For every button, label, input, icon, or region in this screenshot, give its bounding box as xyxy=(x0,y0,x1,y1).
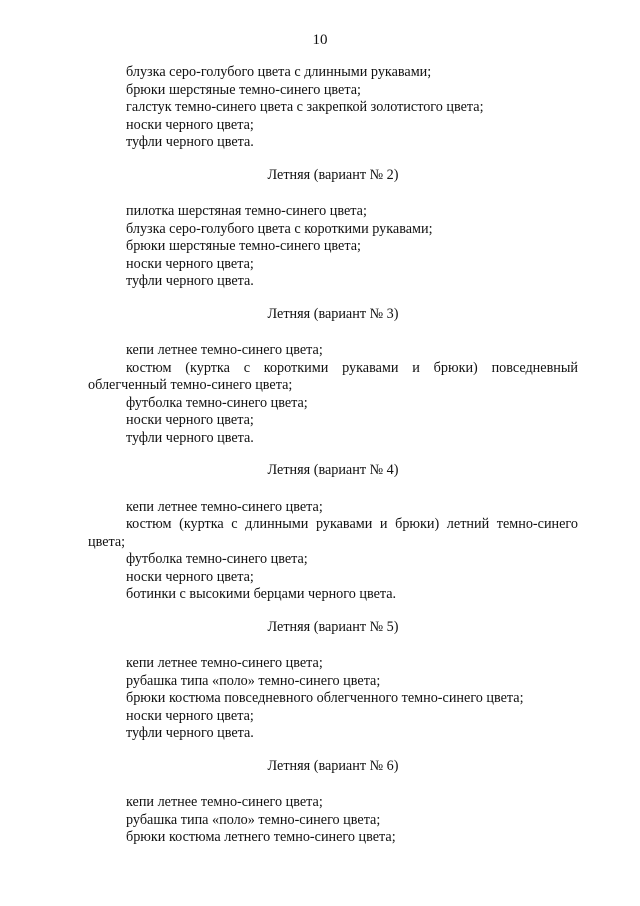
list-item: блузка серо-голубого цвета с длинными рукавами; xyxy=(126,64,432,80)
list-item: носки черного цвета; xyxy=(126,116,254,133)
item-list xyxy=(88,499,578,604)
list-item: кепи летнее темно-синего цвета; xyxy=(126,655,323,671)
list-item: ботинки с высокими берцами черного цвета. xyxy=(126,586,397,602)
list-item: кепи летнее темно-синего цвета; xyxy=(126,498,323,515)
item-list xyxy=(88,794,578,847)
section-title: Летняя (вариант № 4) xyxy=(267,462,399,478)
list-item: носки черного цвета; xyxy=(126,707,254,724)
list-item: галстук темно-синего цвета с закрепкой золотистого цвета; xyxy=(126,99,484,115)
list-item: кепи летнее темно-синего цвета; xyxy=(126,794,323,810)
list-item: футболка темно-синего цвета; xyxy=(126,551,308,567)
list-item: кепи летнее темно-синего цвета; xyxy=(126,342,323,358)
list-item: костюм (куртка с длинными рукавами и брюки) летний темно-синего цвета; xyxy=(88,516,578,550)
section-title: Летняя (вариант № 6) xyxy=(267,757,399,774)
list-item: носки черного цвета; xyxy=(126,568,254,585)
list-item: туфли черного цвета. xyxy=(126,134,254,150)
page-number: 10 xyxy=(312,32,328,48)
item-list xyxy=(88,655,578,743)
document-body xyxy=(88,64,578,847)
list-item: блузка серо-голубого цвета с короткими рукавами; xyxy=(126,220,433,237)
list-item: футболка темно-синего цвета; xyxy=(126,394,308,411)
list-item: носки черного цвета; xyxy=(126,255,254,272)
list-item: рубашка типа «поло» темно-синего цвета; xyxy=(126,672,381,689)
list-item: брюки костюма повседневного облегченного темно-синего цвета; xyxy=(126,690,524,706)
list-item: брюки костюма летнего темно-синего цвета; xyxy=(126,829,396,845)
list-item: туфли черного цвета. xyxy=(126,273,254,289)
item-list xyxy=(88,64,578,152)
list-item: туфли черного цвета. xyxy=(126,429,254,446)
item-list xyxy=(88,342,578,447)
list-item: носки черного цвета; xyxy=(126,412,254,428)
list-item: рубашка типа «поло» темно-синего цвета; xyxy=(126,811,381,828)
item-list xyxy=(88,203,578,291)
section-title: Летняя (вариант № 2) xyxy=(267,166,399,183)
list-item: брюки шерстяные темно-синего цвета; xyxy=(126,81,361,98)
list-item: пилотка шерстяная темно-синего цвета; xyxy=(126,203,367,219)
list-item: туфли черного цвета. xyxy=(126,725,254,741)
list-item: брюки шерстяные темно-синего цвета; xyxy=(126,238,361,254)
section-title: Летняя (вариант № 3) xyxy=(267,305,399,322)
section-title: Летняя (вариант № 5) xyxy=(267,618,399,635)
list-item: костюм (куртка с короткими рукавами и брюки) повседневный облегченный темно-синего цвета; xyxy=(88,359,578,393)
